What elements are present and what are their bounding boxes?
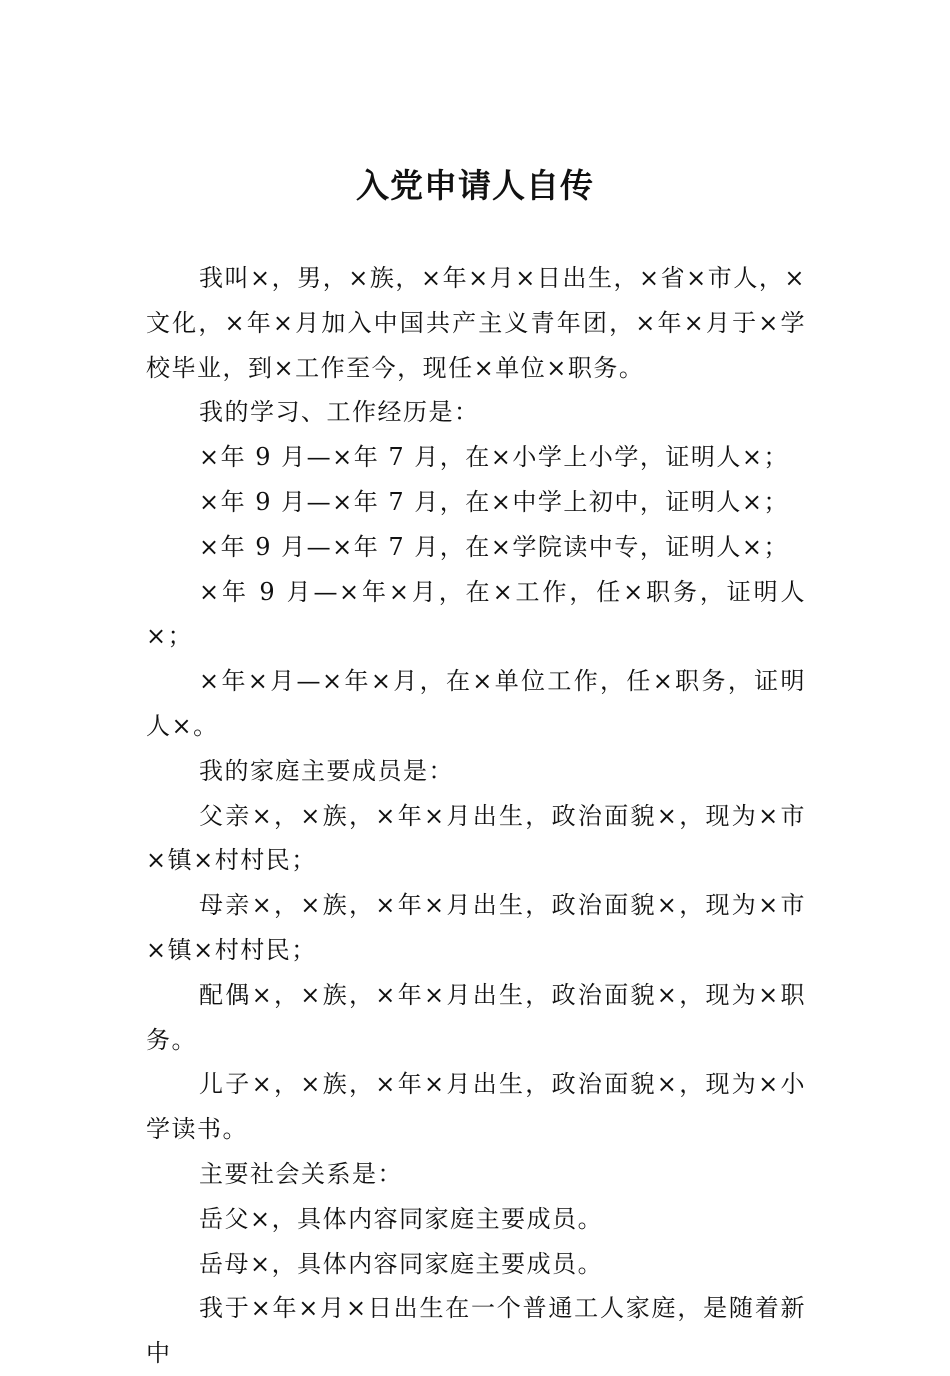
paragraph-experience-heading: 我的学习、工作经历是：: [199, 398, 480, 427]
paragraph-family-spouse: 配偶×，×族，×年×月出生，政治面貌×，现为×职务。: [146, 980, 806, 1054]
paragraph-family-son: 儿子×，×族，×年×月出生，政治面貌×，现为×小学读书。: [146, 1070, 806, 1144]
paragraph-experience-primary-school: ×年 9 月—×年 7 月，在×小学上小学，证明人×；: [199, 443, 789, 472]
document-title: 入党申请人自传: [356, 166, 594, 205]
paragraph-social-mother-in-law: 岳母×，具体内容同家庭主要成员。: [199, 1249, 604, 1278]
paragraph-biography-start: 我于×年×月×日出生在一个普通工人家庭，是随着新中: [146, 1294, 806, 1368]
paragraph-experience-work-2: ×年×月—×年×月，在×单位工作，任×职务，证明人×。: [146, 667, 806, 740]
paragraph-personal-info: 我叫×，男，×族，×年×月×日出生，×省×市人，×文化，×年×月加入中国共产主义青年团，×年×月于×学校毕业，到×工作至今，现任×单位×职务。: [146, 264, 806, 382]
paragraph-experience-middle-school: ×年 9 月—×年 7 月，在×中学上初中，证明人×；: [199, 487, 789, 516]
paragraph-family-father: 父亲×，×族，×年×月出生，政治面貌×，现为×市×镇×村村民；: [146, 801, 806, 875]
paragraph-social-father-in-law: 岳父×，具体内容同家庭主要成员。: [199, 1204, 604, 1233]
paragraph-social-heading: 主要社会关系是：: [199, 1159, 403, 1188]
document-body: [146, 256, 806, 1376]
paragraph-experience-college: ×年 9 月—×年 7 月，在×学院读中专，证明人×；: [199, 532, 789, 561]
paragraph-family-mother: 母亲×，×族，×年×月出生，政治面貌×，现为×市×镇×村村民；: [146, 891, 806, 964]
paragraph-experience-work-1: ×年 9 月—×年×月，在×工作，任×职务，证明人×；: [146, 577, 806, 651]
paragraph-family-heading: 我的家庭主要成员是：: [199, 756, 454, 785]
